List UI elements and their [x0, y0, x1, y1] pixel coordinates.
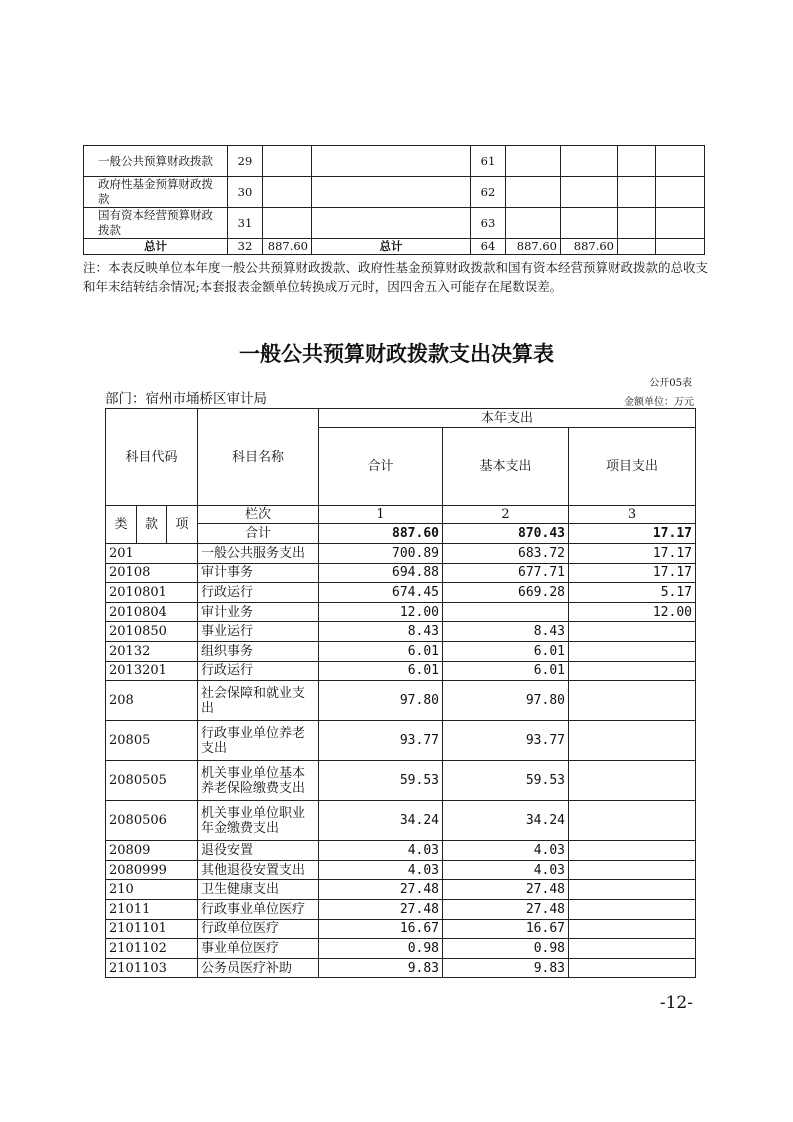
subject-code: 2010804: [106, 602, 198, 622]
table-row: [106, 602, 696, 622]
project-amount: [569, 899, 696, 919]
project-amount: [569, 919, 696, 939]
header-code: 科目代码: [106, 409, 198, 506]
basic-amount: 27.48: [443, 899, 569, 919]
subject-code: 208: [106, 681, 198, 721]
total-label: 总计: [84, 239, 228, 255]
row-value: [506, 146, 561, 177]
basic-amount: 59.53: [443, 761, 569, 801]
table-row: [106, 880, 696, 900]
table-row: [106, 661, 696, 681]
col-1: 1: [319, 506, 443, 524]
total-amount: 6.01: [319, 641, 443, 661]
subject-name: 行政运行: [198, 583, 319, 603]
basic-amount: 4.03: [443, 860, 569, 880]
table-row: [106, 761, 696, 801]
table-row: [106, 641, 696, 661]
table-row: [106, 801, 696, 841]
basic-amount: [443, 602, 569, 622]
row-value: [506, 177, 561, 208]
basic-amount: 6.01: [443, 641, 569, 661]
subject-code: 201: [106, 544, 198, 564]
subject-code: 21011: [106, 899, 198, 919]
basic-amount: 8.43: [443, 622, 569, 642]
col-2: 2: [443, 506, 569, 524]
total-label: 总计: [312, 239, 471, 255]
basic-amount: 93.77: [443, 721, 569, 761]
summary-table-continued: [83, 145, 705, 255]
row-number: 62: [471, 177, 506, 208]
subject-name: 一般公共服务支出: [198, 544, 319, 564]
row-number: 32: [228, 239, 263, 255]
project-amount: 5.17: [569, 583, 696, 603]
row-value: [561, 177, 618, 208]
row-label: 国有资本经营预算财政拨款: [84, 208, 228, 239]
row-number: 31: [228, 208, 263, 239]
subject-name: 审计业务: [198, 602, 319, 622]
basic-amount: 6.01: [443, 661, 569, 681]
project-amount: 17.17: [569, 563, 696, 583]
table-row: [106, 563, 696, 583]
total-amount: 97.80: [319, 681, 443, 721]
table-row: [106, 939, 696, 959]
table-row: [106, 899, 696, 919]
total-amount: 34.24: [319, 801, 443, 841]
row-value: [263, 208, 312, 239]
row-value: 887.60: [263, 239, 312, 255]
subject-name: 行政事业单位养老支出: [198, 721, 319, 761]
total-amount: 16.67: [319, 919, 443, 939]
subject-code: 2080999: [106, 860, 198, 880]
basic-amount: 683.72: [443, 544, 569, 564]
row-mid: [312, 146, 471, 177]
total-amount: 674.45: [319, 583, 443, 603]
table-row: [106, 681, 696, 721]
header-project: 项目支出: [569, 428, 696, 506]
project-amount: [569, 721, 696, 761]
subject-code: 2013201: [106, 661, 198, 681]
table-row: [106, 860, 696, 880]
table-row: [106, 958, 696, 978]
project-amount: 17.17: [569, 544, 696, 564]
project-amount: [569, 661, 696, 681]
basic-amount: 16.67: [443, 919, 569, 939]
row-value: [618, 239, 656, 255]
subject-name: 卫生健康支出: [198, 880, 319, 900]
project-amount: 12.00: [569, 602, 696, 622]
total-amount: 6.01: [319, 661, 443, 681]
subject-name: 事业单位医疗: [198, 939, 319, 959]
total-amount: 700.89: [319, 544, 443, 564]
subject-code: 2080506: [106, 801, 198, 841]
total-amount: 59.53: [319, 761, 443, 801]
table-row: [84, 177, 705, 208]
basic-amount: 677.71: [443, 563, 569, 583]
page-title: 一般公共预算财政拨款支出决算表: [239, 342, 554, 366]
table-row: [84, 146, 705, 177]
total-amount: 12.00: [319, 602, 443, 622]
total-amount: 93.77: [319, 721, 443, 761]
col-label: 栏次: [198, 506, 319, 524]
project-amount: [569, 880, 696, 900]
row-value: [656, 208, 705, 239]
subject-code: 2101102: [106, 939, 198, 959]
header-group: 本年支出: [319, 409, 696, 428]
table-row: [84, 208, 705, 239]
header-name: 科目名称: [198, 409, 319, 506]
project-amount: [569, 681, 696, 721]
row-number: 30: [228, 177, 263, 208]
subject-name: 机关事业单位职业年金缴费支出: [198, 801, 319, 841]
basic-amount: 27.48: [443, 880, 569, 900]
table-note: 注：本表反映单位本年度一般公共预算财政拨款、政府性基金预算财政拨款和国有资本经营预算财政拨款的总收支和年末结转结余情况;本套报表金额单位转换成万元时，因四舍五入可能存在尾数误差。: [83, 260, 709, 294]
table-row: [106, 721, 696, 761]
total-amount: 27.48: [319, 899, 443, 919]
basic-amount: 97.80: [443, 681, 569, 721]
basic-amount: 4.03: [443, 841, 569, 861]
table-row: [106, 583, 696, 603]
header-xiang: 项: [167, 506, 198, 544]
basic-amount: 34.24: [443, 801, 569, 841]
subject-name: 行政运行: [198, 661, 319, 681]
row-value: [561, 208, 618, 239]
subject-code: 2101101: [106, 919, 198, 939]
row-label: 政府性基金预算财政拨款: [84, 177, 228, 208]
subject-name: 公务员医疗补助: [198, 958, 319, 978]
sum-total: 887.60: [319, 524, 443, 544]
row-mid: [312, 208, 471, 239]
subject-code: 2101103: [106, 958, 198, 978]
header-kuan: 款: [137, 506, 167, 544]
subject-name: 行政事业单位医疗: [198, 899, 319, 919]
subject-code: 2080505: [106, 761, 198, 801]
subject-name: 其他退役安置支出: [198, 860, 319, 880]
table-row: [106, 919, 696, 939]
total-amount: 9.83: [319, 958, 443, 978]
subject-name: 组织事务: [198, 641, 319, 661]
row-label: 一般公共预算财政拨款: [84, 146, 228, 177]
subject-code: 2010801: [106, 583, 198, 603]
subject-name: 事业运行: [198, 622, 319, 642]
total-amount: 0.98: [319, 939, 443, 959]
row-number: 61: [471, 146, 506, 177]
project-amount: [569, 939, 696, 959]
project-amount: [569, 761, 696, 801]
expenditure-table: [105, 408, 696, 978]
row-value: [506, 208, 561, 239]
project-amount: [569, 860, 696, 880]
row-value: 887.60: [561, 239, 618, 255]
table-row: [106, 544, 696, 564]
row-number: 64: [471, 239, 506, 255]
basic-amount: 9.83: [443, 958, 569, 978]
table-row: [106, 841, 696, 861]
header-total: 合计: [319, 428, 443, 506]
project-amount: [569, 841, 696, 861]
basic-amount: 669.28: [443, 583, 569, 603]
row-value: [263, 177, 312, 208]
sum-project: 17.17: [569, 524, 696, 544]
unit-label: 金额单位：万元: [624, 397, 694, 408]
row-value: [656, 146, 705, 177]
sum-basic: 870.43: [443, 524, 569, 544]
total-amount: 27.48: [319, 880, 443, 900]
row-value: 887.60: [506, 239, 561, 255]
header-lei: 类: [106, 506, 137, 544]
total-amount: 4.03: [319, 841, 443, 861]
total-amount: 8.43: [319, 622, 443, 642]
total-amount: 4.03: [319, 860, 443, 880]
form-number: 公开05表: [649, 378, 692, 389]
page-number: -12-: [659, 993, 693, 1013]
row-value: [618, 208, 656, 239]
row-value: [618, 146, 656, 177]
subject-name: 机关事业单位基本养老保险缴费支出: [198, 761, 319, 801]
subject-name: 退役安置: [198, 841, 319, 861]
basic-amount: 0.98: [443, 939, 569, 959]
subject-code: 20108: [106, 563, 198, 583]
subject-code: 20805: [106, 721, 198, 761]
project-amount: [569, 622, 696, 642]
project-amount: [569, 801, 696, 841]
subject-name: 行政单位医疗: [198, 919, 319, 939]
sum-label: 合计: [198, 524, 319, 544]
table-row: [106, 622, 696, 642]
col-3: 3: [569, 506, 696, 524]
subject-code: 20809: [106, 841, 198, 861]
row-value: [656, 239, 705, 255]
project-amount: [569, 958, 696, 978]
row-number: 29: [228, 146, 263, 177]
subject-code: 20132: [106, 641, 198, 661]
row-value: [263, 146, 312, 177]
row-number: 63: [471, 208, 506, 239]
row-value: [656, 177, 705, 208]
row-mid: [312, 177, 471, 208]
project-amount: [569, 641, 696, 661]
total-amount: 694.88: [319, 563, 443, 583]
department-label: 部门：宿州市埇桥区审计局: [105, 391, 267, 407]
subject-code: 2010850: [106, 622, 198, 642]
row-value: [561, 146, 618, 177]
subject-code: 210: [106, 880, 198, 900]
total-row: [84, 239, 705, 255]
row-value: [618, 177, 656, 208]
header-basic: 基本支出: [443, 428, 569, 506]
subject-name: 审计事务: [198, 563, 319, 583]
subject-name: 社会保障和就业支出: [198, 681, 319, 721]
